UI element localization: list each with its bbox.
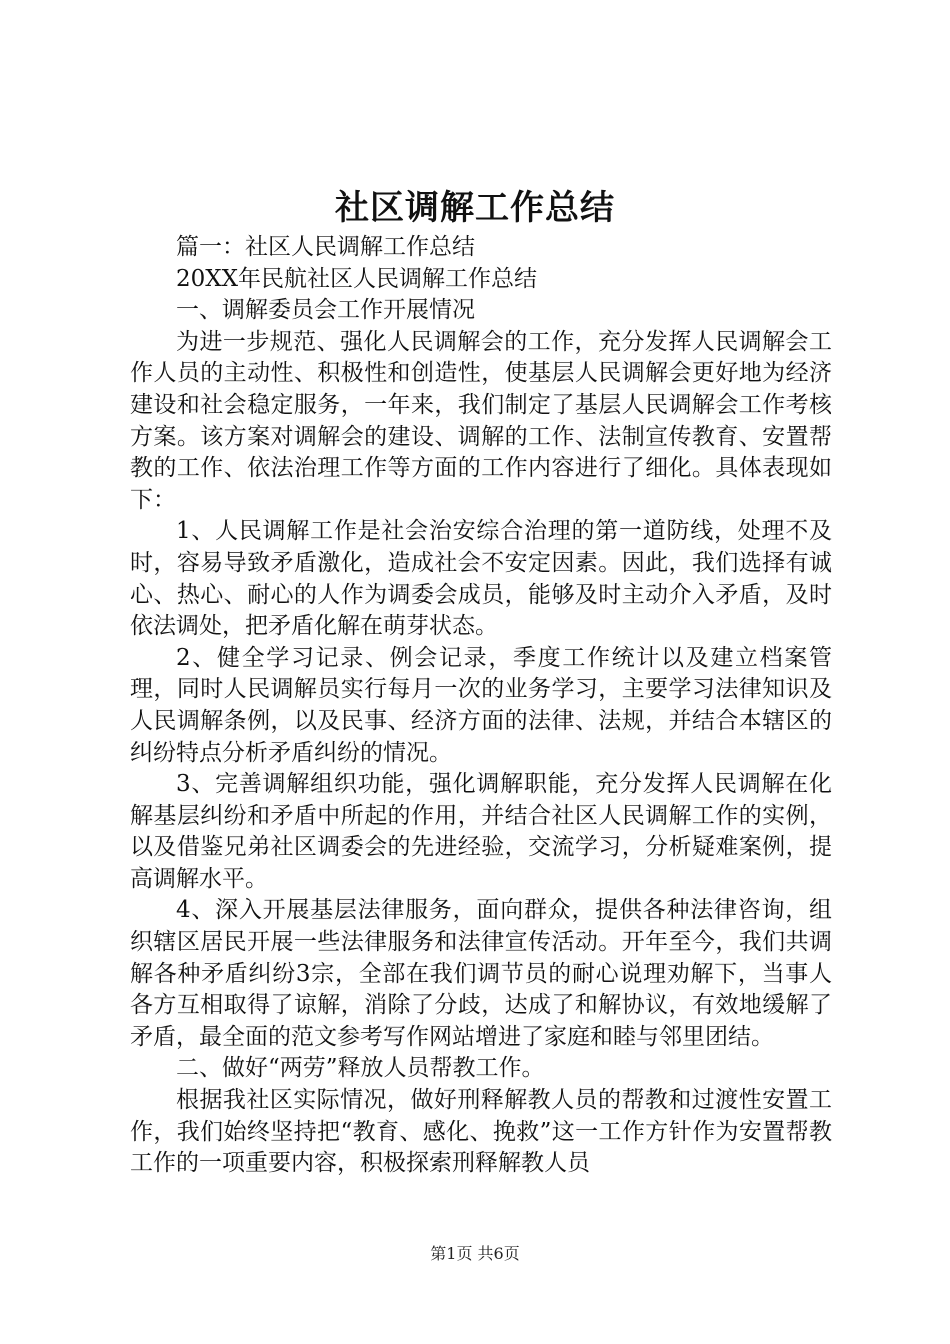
paragraph-subtitle: 篇一：社区人民调解工作总结	[176, 234, 475, 260]
section-heading-2: 二、做好“两劳”释放人员帮教工作。	[176, 1055, 545, 1082]
document-body	[130, 232, 832, 1180]
paragraph: 2、健全学习记录、例会记录，季度工作统计以及建立档案管理，同时人民调解员实行每月一次的业务学习，主要学习法律知识及人民调解条例，以及民事、经济方面的法律、法规，并结合本辖区的纠纷特点分析矛盾纠纷的情况。	[130, 644, 832, 766]
paragraph: 1、人民调解工作是社会治安综合治理的第一道防线，处理不及时，容易导致矛盾激化，造成社会不安定因素。因此，我们选择有诚心、热心、耐心的人作为调委会成员，能够及时主动介入矛盾，及时依法调处，把矛盾化解在萌芽状态。	[130, 518, 832, 640]
paragraph: 4、深入开展基层法律服务，面向群众，提供各种法律咨询，组织辖区居民开展一些法律服务和法律宣传活动。开年至今，我们共调解各种矛盾纠纷3宗，全部在我们调节员的耐心说理劝解下，当事人各方互相取得了谅解，消除了分歧，达成了和解协议，有效地缓解了矛盾，最全面的范文参考写作网站增进了家庭和睦与邻里团结。	[130, 897, 832, 1050]
document-title: 社区调解工作总结	[335, 188, 615, 228]
section-heading-1: 一、调解委员会工作开展情况	[176, 297, 475, 324]
paragraph-report-title: 20XX年民航社区人民调解工作总结	[176, 265, 538, 292]
page-footer: 第1页 共6页	[430, 1244, 520, 1263]
paragraph: 根据我社区实际情况，做好刑释解教人员的帮教和过渡性安置工作，我们始终坚持把“教育、感化、挽救”这一工作方针作为安置帮教工作的一项重要内容，积极探索刑释解教人员	[130, 1087, 832, 1177]
paragraph: 为进一步规范、强化人民调解会的工作，充分发挥人民调解会工作人员的主动性、积极性和创造性，使基层人民调解会更好地为经济建设和社会稳定服务，一年来，我们制定了基层人民调解会工作考核方案。该方案对调解会的建设、调解的工作、法制宣传教育、安置帮教的工作、依法治理工作等方面的工作内容进行了细化。具体表现如下：	[130, 328, 832, 513]
paragraph: 3、完善调解组织功能，强化调解职能，充分发挥人民调解在化解基层纠纷和矛盾中所起的作用，并结合社区人民调解工作的实例，以及借鉴兄弟社区调委会的先进经验，交流学习，分析疑难案例，提高调解水平。	[130, 771, 832, 892]
